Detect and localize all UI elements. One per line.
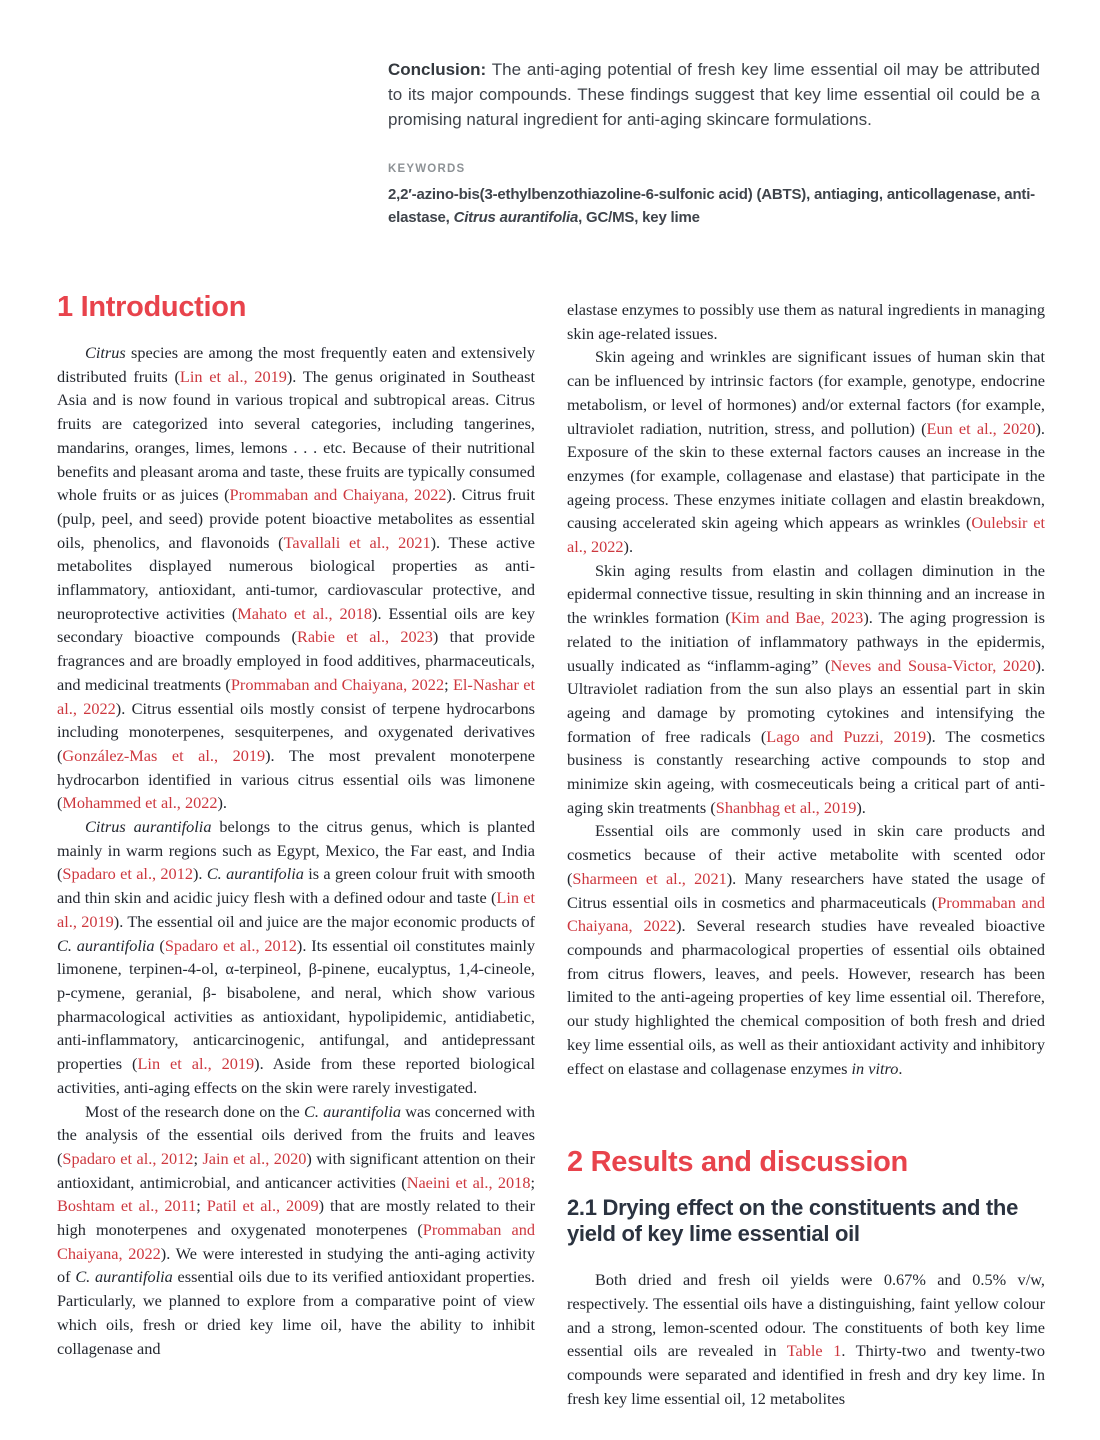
abstract-conclusion-block <box>388 57 1040 229</box>
citation-link[interactable]: Eun et al., 2020 <box>926 418 1036 438</box>
text-run: ; <box>530 1172 535 1192</box>
text-run: ). The genus originated in Southeast Asia and is now found in various tropical and subtropical areas. Citrus fruits are categorized into several categories, including tangerines, mandarins, oranges, limes, lemons . . . etc. Because of their nutritional benefits and pleasant aroma and taste, these fruits are typically consumed whole fruits or as juices ( <box>57 366 535 505</box>
citation-link[interactable]: Prommaban and Chaiyana, 2022 <box>230 674 445 694</box>
italic-text: Citrus aurantifolia <box>453 209 579 226</box>
text-run: ). The essential oil and juice are the major economic products of <box>113 911 536 931</box>
body-paragraph <box>567 1268 1045 1410</box>
text-run: elastase enzymes to possibly use them as natural ingredients in managing skin age-related issues. <box>567 300 1045 343</box>
citation-link[interactable]: Table 1 <box>786 1341 842 1361</box>
text-run: ). <box>623 537 634 557</box>
section-heading-results: 2 Results and discussion <box>567 1146 908 1179</box>
citation-link[interactable]: El-Nashar et al., 2022 <box>57 674 535 718</box>
citation-link[interactable]: Spadaro et al., 2012 <box>164 935 297 955</box>
citation-link[interactable]: Neves and Sousa-Victor, 2020 <box>830 655 1036 675</box>
text-run: species are among the most frequently eaten and extensively distributed fruits ( <box>57 343 535 386</box>
citation-link[interactable]: Kim and Bae, 2023 <box>730 608 864 628</box>
text-run: essential oils due to its verified antioxidant properties. Particularly, we planned to explore from a comparative point of view which oils, fresh or dried key lime oil, have the ability to inhibit collagenase and <box>57 1267 535 1358</box>
citation-link[interactable]: Prommaban and Chaiyana, 2022 <box>57 1220 535 1263</box>
citation-link[interactable]: Prommaban and Chaiyana, 2022 <box>229 485 447 505</box>
text-run: Both dried and fresh oil yields were 0.67% and 0.5% v/w, respectively. The essential oils have a distinguishing, faint yellow colour and a strong, lemon-scented odour. The constituents of both key lime essential oils are revealed in <box>567 1270 1045 1361</box>
italic-text: C. aurantifolia <box>206 864 304 884</box>
body-paragraph <box>567 819 1045 1080</box>
text-run: Skin ageing and wrinkles are significant issues of human skin that can be influenced by intrinsic factors (for example, genotype, endocrine metabolism, or level of hormones) and/or external factors (for example, ultraviolet radiation, nutrition, stress, and pollution) ( <box>567 347 1045 438</box>
text-run: ). Aside from these reported biological activities, anti-aging effects on the skin were rarely investigated. <box>57 1054 535 1097</box>
text-run: ). Essential oils are key secondary bioactive compounds ( <box>57 603 535 647</box>
text-run: Essential oils are commonly used in skin care products and cosmetics because of their active metabolite with scented odor ( <box>567 821 1045 888</box>
citation-link[interactable]: Lin et al., 2019 <box>57 888 535 931</box>
citation-link[interactable]: Prommaban and Chaiyana, 2022 <box>567 892 1045 936</box>
text-run: ). <box>192 864 207 884</box>
citation-link[interactable]: Lago and Puzzi, 2019 <box>766 726 927 746</box>
text-run: ). The most prevalent monoterpene hydrocarbon identified in various citrus essential oils was limonene ( <box>57 745 535 813</box>
text-run: ; <box>193 1148 203 1168</box>
text-run: ). Citrus essential oils mostly consist of terpene hydrocarbons including monoterpenes, sesquiterpenes, and oxygenated derivatives ( <box>57 698 535 765</box>
body-paragraph <box>567 345 1045 558</box>
text-run: ) with significant attention on their antioxidant, antimicrobial, and anticancer activities ( <box>57 1148 536 1192</box>
text-run: ). These active metabolites displayed numerous biological properties as anti-inflammatory, antioxidant, anti-tumor, cardiovascular protective, and neuroprotective activities ( <box>57 532 535 623</box>
text-run: . <box>898 1058 903 1078</box>
citation-link[interactable]: Patil et al., 2009 <box>206 1196 319 1216</box>
citation-link[interactable]: Sharmeen et al., 2021 <box>572 868 727 888</box>
text-run: ). Several research studies have revealed bioactive compounds and pharmacological properties of essential oils obtained from citrus flowers, leaves, and peels. However, research has been limited to the anti-ageing properties of key lime essential oil. Therefore, our study highlighted the chemical composition of both fresh and dried key lime essential oils, as well as their antioxidant activity and inhibitory effect on elastase and collagenase enzymes <box>567 916 1045 1078</box>
citation-link[interactable]: Tavallali et al., 2021 <box>283 532 431 552</box>
text-run: , GC/MS, key lime <box>578 209 700 226</box>
text-run: ). The cosmetics business is constantly researching active compounds to stop and minimize skin ageing, with cosmeceuticals being a critical part of anti-aging skin treatments ( <box>567 726 1046 817</box>
text-run: Most of the research done on the <box>85 1101 304 1121</box>
text-run: ( <box>154 935 165 955</box>
right-column <box>567 291 1045 1410</box>
italic-text: C. aurantifolia <box>303 1101 401 1121</box>
citation-link[interactable]: Spadaro et al., 2012 <box>62 1148 194 1168</box>
citation-link[interactable]: Rabie et al., 2023 <box>296 627 433 647</box>
keywords-text <box>388 183 1040 229</box>
citation-link[interactable]: Spadaro et al., 2012 <box>62 864 193 884</box>
conclusion-paragraph <box>388 57 1040 132</box>
text-run: . Thirty-two and twenty-two compounds were separated and identified in fresh and dry key lime. In fresh key lime essential oil, 12 metabolites <box>567 1341 1045 1408</box>
citation-link[interactable]: González-Mas et al., 2019 <box>62 745 266 765</box>
citation-link[interactable]: Naeini et al., 2018 <box>406 1172 531 1192</box>
subsection-heading-drying-effect: 2.1 Drying effect on the constituents and the yield of key lime essential oil <box>567 1195 1019 1247</box>
text-run: ). <box>856 797 866 817</box>
citation-link[interactable]: Lin et al., 2019 <box>137 1054 255 1074</box>
text-run: Skin aging results from elastin and collagen diminution in the epidermal connective tissue, resulting in skin thinning and an increase in the wrinkles formation ( <box>567 560 1045 628</box>
conclusion-text: The anti-aging potential of fresh key lime essential oil may be attributed to its major compounds. These findings suggest that key lime essential oil could be a promising natural ingredient for anti-aging skincare formulations. <box>388 60 1040 129</box>
body-paragraph <box>57 1100 535 1361</box>
italic-text: C. aurantifolia <box>75 1267 173 1287</box>
conclusion-label: Conclusion: <box>388 60 487 79</box>
text-run: ). We were interested in studying the anti-aging activity of <box>57 1243 536 1287</box>
text-run: ). Ultraviolet radiation from the sun also plays an essential part in skin ageing and damage by promoting cytokines and intensifying the formation of free radicals ( <box>567 655 1045 746</box>
text-run: ; <box>444 674 453 694</box>
citation-link[interactable]: Mohammed et al., 2022 <box>62 793 218 813</box>
italic-text: in vitro <box>851 1058 899 1078</box>
text-run: was concerned with the analysis of the essential oils derived from the fruits and leaves ( <box>57 1101 535 1168</box>
citation-link[interactable]: Oulebsir et al., 2022 <box>567 513 1046 557</box>
text-run: ). Citrus fruit (pulp, peel, and seed) provide potent bioactive metabolites as essential oils, phenolics, and flavonoids ( <box>57 485 536 552</box>
citation-link[interactable]: Shanbhag et al., 2019 <box>715 797 857 817</box>
body-paragraph <box>57 341 535 815</box>
italic-text: Citrus <box>85 343 126 362</box>
section-heading-introduction: 1 Introduction <box>57 291 247 323</box>
body-paragraph <box>567 298 1045 345</box>
text-run: belongs to the citrus genus, which is planted mainly in warm regions such as Egypt, Mexico, the Far east, and India ( <box>57 817 536 884</box>
body-paragraph <box>57 815 535 1099</box>
text-run: ). Its essential oil constitutes mainly limonene, terpinen-4-ol, α-terpineol, β-pinene, eucalyptus, 1,4-cineole, p-cymene, geranial, β- bisabolene, and neral, which show various pharmacological activities as antioxidant, hypolipidemic, antidiabetic, anti-inflammatory, anticarcinogenic, antifungal, and antidepressant properties ( <box>57 935 535 1074</box>
left-column <box>57 291 535 1360</box>
citation-link[interactable]: Lin et al., 2019 <box>179 366 287 386</box>
text-run: ). Exposure of the skin to these external factors causes an increase in the enzymes (for example, collagenase and elastase) that participate in the ageing process. These enzymes initiate collagen and elastin breakdown, causing accelerated skin ageing which appears as wrinkles ( <box>567 418 1045 533</box>
keywords-label: KEYWORDS <box>388 163 466 175</box>
text-run: ) that provide fragrances and are broadly employed in food additives, pharmaceuticals, and medicinal treatments ( <box>57 627 536 694</box>
citation-link[interactable]: Jain et al., 2020 <box>202 1148 307 1168</box>
text-run: ). The aging progression is related to the initiation of inflammatory pathways in the epidermis, usually indicated as “inflamm-aging” ( <box>567 608 1046 675</box>
body-paragraph <box>567 559 1045 820</box>
italic-text: C. aurantifolia <box>57 935 155 955</box>
text-run: ). <box>217 793 228 813</box>
text-run: ) that are mostly related to their high monoterpenes and oxygenated monoterpenes ( <box>57 1196 535 1240</box>
text-run: is a green colour fruit with smooth and thin skin and acidic juicy flesh with a defined odour and taste ( <box>57 864 535 908</box>
text-run: ). Many researchers have stated the usage of Citrus essential oils in cosmetics and pharmaceuticals ( <box>567 868 1045 912</box>
italic-text: Citrus aurantifolia <box>85 817 212 837</box>
citation-link[interactable]: Mahato et al., 2018 <box>237 603 373 623</box>
text-run: ; <box>196 1196 207 1216</box>
text-run: 2,2′-azino-bis(3-ethylbenzothiazoline-6-sulfonic acid) (ABTS), antiaging, anticollagenase, anti-elastase, <box>388 186 1035 226</box>
citation-link[interactable]: Boshtam et al., 2011 <box>57 1196 197 1216</box>
